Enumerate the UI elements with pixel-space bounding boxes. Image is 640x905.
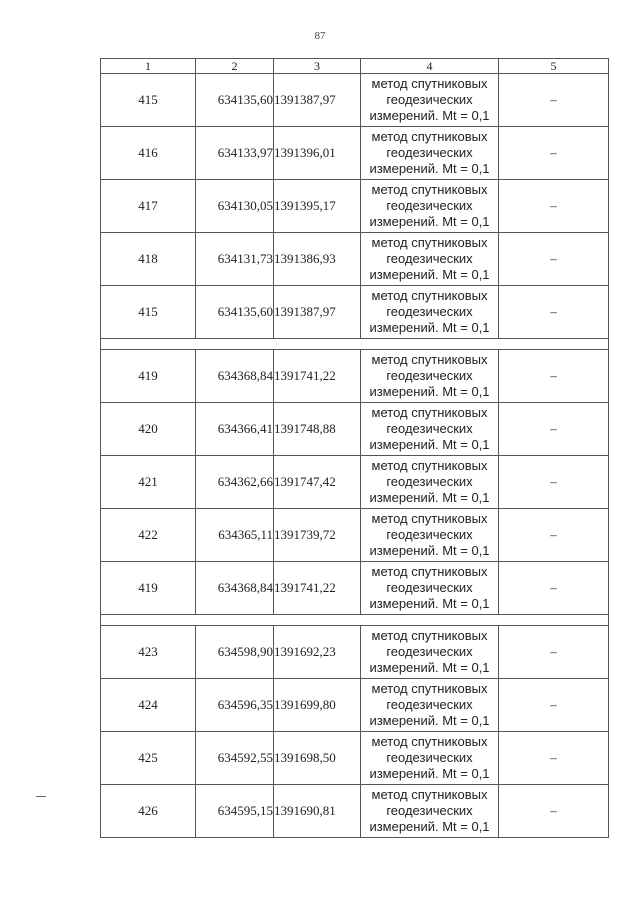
- x-coordinate-cell: 634596,35: [196, 679, 274, 732]
- margin-mark: [36, 796, 46, 797]
- x-coordinate-cell: 634598,90: [196, 626, 274, 679]
- method-line: измерений. Mt = 0,1: [369, 437, 490, 452]
- point-number-cell: 418: [101, 233, 196, 286]
- point-number-cell: 415: [101, 74, 196, 127]
- method-line: геодезических: [386, 527, 473, 542]
- point-number-cell: 416: [101, 127, 196, 180]
- method-cell: [361, 127, 499, 180]
- method-cell: [361, 626, 499, 679]
- coordinates-table-body: [101, 59, 609, 838]
- method-line: измерений. Mt = 0,1: [369, 596, 490, 611]
- note-cell: –: [499, 74, 609, 127]
- note-cell: –: [499, 785, 609, 838]
- method-cell: [361, 403, 499, 456]
- method-cell: [361, 233, 499, 286]
- point-number-cell: 422: [101, 509, 196, 562]
- method-line: метод спутниковых: [371, 787, 488, 802]
- x-coordinate-cell: 634368,84: [196, 562, 274, 615]
- contour-separator-row: [101, 615, 609, 626]
- note-cell: –: [499, 127, 609, 180]
- method-line: метод спутниковых: [371, 182, 488, 197]
- method-cell: [361, 785, 499, 838]
- x-coordinate-cell: 634131,73: [196, 233, 274, 286]
- table-row: [101, 180, 609, 233]
- column-number-1: 1: [101, 59, 196, 74]
- method-line: метод спутниковых: [371, 235, 488, 250]
- method-line: метод спутниковых: [371, 681, 488, 696]
- method-cell: [361, 74, 499, 127]
- y-coordinate-cell: 1391387,97: [274, 286, 361, 339]
- column-number-2: 2: [196, 59, 274, 74]
- method-cell: [361, 180, 499, 233]
- table-row: [101, 509, 609, 562]
- note-cell: –: [499, 403, 609, 456]
- contour-separator-row: [101, 339, 609, 350]
- y-coordinate-cell: 1391741,22: [274, 350, 361, 403]
- method-cell: [361, 456, 499, 509]
- table-row: [101, 785, 609, 838]
- x-coordinate-cell: 634365,11: [196, 509, 274, 562]
- method-line: геодезических: [386, 750, 473, 765]
- point-number-cell: 415: [101, 286, 196, 339]
- method-line: метод спутниковых: [371, 628, 488, 643]
- x-coordinate-cell: 634368,84: [196, 350, 274, 403]
- method-line: метод спутниковых: [371, 734, 488, 749]
- x-coordinate-cell: 634135,60: [196, 74, 274, 127]
- method-line: метод спутниковых: [371, 352, 488, 367]
- separator-cell: [101, 339, 196, 350]
- point-number-cell: 419: [101, 562, 196, 615]
- note-cell: –: [499, 286, 609, 339]
- method-line: метод спутниковых: [371, 511, 488, 526]
- table-row: [101, 233, 609, 286]
- note-cell: –: [499, 456, 609, 509]
- y-coordinate-cell: 1391739,72: [274, 509, 361, 562]
- method-line: метод спутниковых: [371, 564, 488, 579]
- method-line: геодезических: [386, 145, 473, 160]
- method-line: измерений. Mt = 0,1: [369, 766, 490, 781]
- table-row: [101, 732, 609, 785]
- y-coordinate-cell: 1391692,23: [274, 626, 361, 679]
- note-cell: –: [499, 180, 609, 233]
- separator-cell: [499, 339, 609, 350]
- separator-cell: [499, 615, 609, 626]
- method-line: геодезических: [386, 251, 473, 266]
- point-number-cell: 426: [101, 785, 196, 838]
- separator-cell: [196, 339, 274, 350]
- method-line: измерений. Mt = 0,1: [369, 819, 490, 834]
- method-line: геодезических: [386, 304, 473, 319]
- method-cell: [361, 732, 499, 785]
- method-line: измерений. Mt = 0,1: [369, 543, 490, 558]
- column-number-5: 5: [499, 59, 609, 74]
- y-coordinate-cell: 1391395,17: [274, 180, 361, 233]
- table-row: [101, 403, 609, 456]
- method-line: геодезических: [386, 198, 473, 213]
- coordinates-table: [100, 58, 609, 838]
- method-cell: [361, 562, 499, 615]
- column-number-row: [101, 59, 609, 74]
- y-coordinate-cell: 1391386,93: [274, 233, 361, 286]
- x-coordinate-cell: 634362,66: [196, 456, 274, 509]
- page-number: 87: [314, 30, 326, 42]
- method-line: геодезических: [386, 421, 473, 436]
- x-coordinate-cell: 634595,15: [196, 785, 274, 838]
- method-line: измерений. Mt = 0,1: [369, 713, 490, 728]
- y-coordinate-cell: 1391741,22: [274, 562, 361, 615]
- column-number-3: 3: [274, 59, 361, 74]
- separator-cell: [274, 615, 361, 626]
- method-cell: [361, 286, 499, 339]
- y-coordinate-cell: 1391748,88: [274, 403, 361, 456]
- method-cell: [361, 509, 499, 562]
- column-number-4: 4: [361, 59, 499, 74]
- separator-cell: [274, 339, 361, 350]
- method-line: метод спутниковых: [371, 458, 488, 473]
- note-cell: –: [499, 679, 609, 732]
- separator-cell: [361, 615, 499, 626]
- x-coordinate-cell: 634592,55: [196, 732, 274, 785]
- method-line: измерений. Mt = 0,1: [369, 320, 490, 335]
- table-row: [101, 127, 609, 180]
- note-cell: –: [499, 509, 609, 562]
- point-number-cell: 423: [101, 626, 196, 679]
- method-line: геодезических: [386, 580, 473, 595]
- point-number-cell: 420: [101, 403, 196, 456]
- table-row: [101, 74, 609, 127]
- y-coordinate-cell: 1391396,01: [274, 127, 361, 180]
- y-coordinate-cell: 1391387,97: [274, 74, 361, 127]
- point-number-cell: 424: [101, 679, 196, 732]
- separator-cell: [196, 615, 274, 626]
- point-number-cell: 419: [101, 350, 196, 403]
- method-line: геодезических: [386, 803, 473, 818]
- point-number-cell: 417: [101, 180, 196, 233]
- x-coordinate-cell: 634135,60: [196, 286, 274, 339]
- table-row: [101, 626, 609, 679]
- method-line: измерений. Mt = 0,1: [369, 490, 490, 505]
- method-line: измерений. Mt = 0,1: [369, 267, 490, 282]
- method-line: измерений. Mt = 0,1: [369, 384, 490, 399]
- method-line: геодезических: [386, 92, 473, 107]
- table-row: [101, 286, 609, 339]
- x-coordinate-cell: 634366,41: [196, 403, 274, 456]
- method-line: геодезических: [386, 474, 473, 489]
- y-coordinate-cell: 1391698,50: [274, 732, 361, 785]
- method-cell: [361, 679, 499, 732]
- method-cell: [361, 350, 499, 403]
- method-line: метод спутниковых: [371, 76, 488, 91]
- note-cell: –: [499, 233, 609, 286]
- x-coordinate-cell: 634133,97: [196, 127, 274, 180]
- note-cell: –: [499, 562, 609, 615]
- method-line: измерений. Mt = 0,1: [369, 660, 490, 675]
- note-cell: –: [499, 732, 609, 785]
- y-coordinate-cell: 1391747,42: [274, 456, 361, 509]
- point-number-cell: 425: [101, 732, 196, 785]
- note-cell: –: [499, 350, 609, 403]
- method-line: геодезических: [386, 368, 473, 383]
- method-line: геодезических: [386, 644, 473, 659]
- table-row: [101, 350, 609, 403]
- method-line: измерений. Mt = 0,1: [369, 161, 490, 176]
- method-line: измерений. Mt = 0,1: [369, 214, 490, 229]
- method-line: геодезических: [386, 697, 473, 712]
- separator-cell: [361, 339, 499, 350]
- separator-cell: [101, 615, 196, 626]
- table-row: [101, 679, 609, 732]
- method-line: метод спутниковых: [371, 405, 488, 420]
- method-line: метод спутниковых: [371, 288, 488, 303]
- y-coordinate-cell: 1391699,80: [274, 679, 361, 732]
- method-line: измерений. Mt = 0,1: [369, 108, 490, 123]
- point-number-cell: 421: [101, 456, 196, 509]
- table-row: [101, 562, 609, 615]
- x-coordinate-cell: 634130,05: [196, 180, 274, 233]
- y-coordinate-cell: 1391690,81: [274, 785, 361, 838]
- table-row: [101, 456, 609, 509]
- note-cell: –: [499, 626, 609, 679]
- method-line: метод спутниковых: [371, 129, 488, 144]
